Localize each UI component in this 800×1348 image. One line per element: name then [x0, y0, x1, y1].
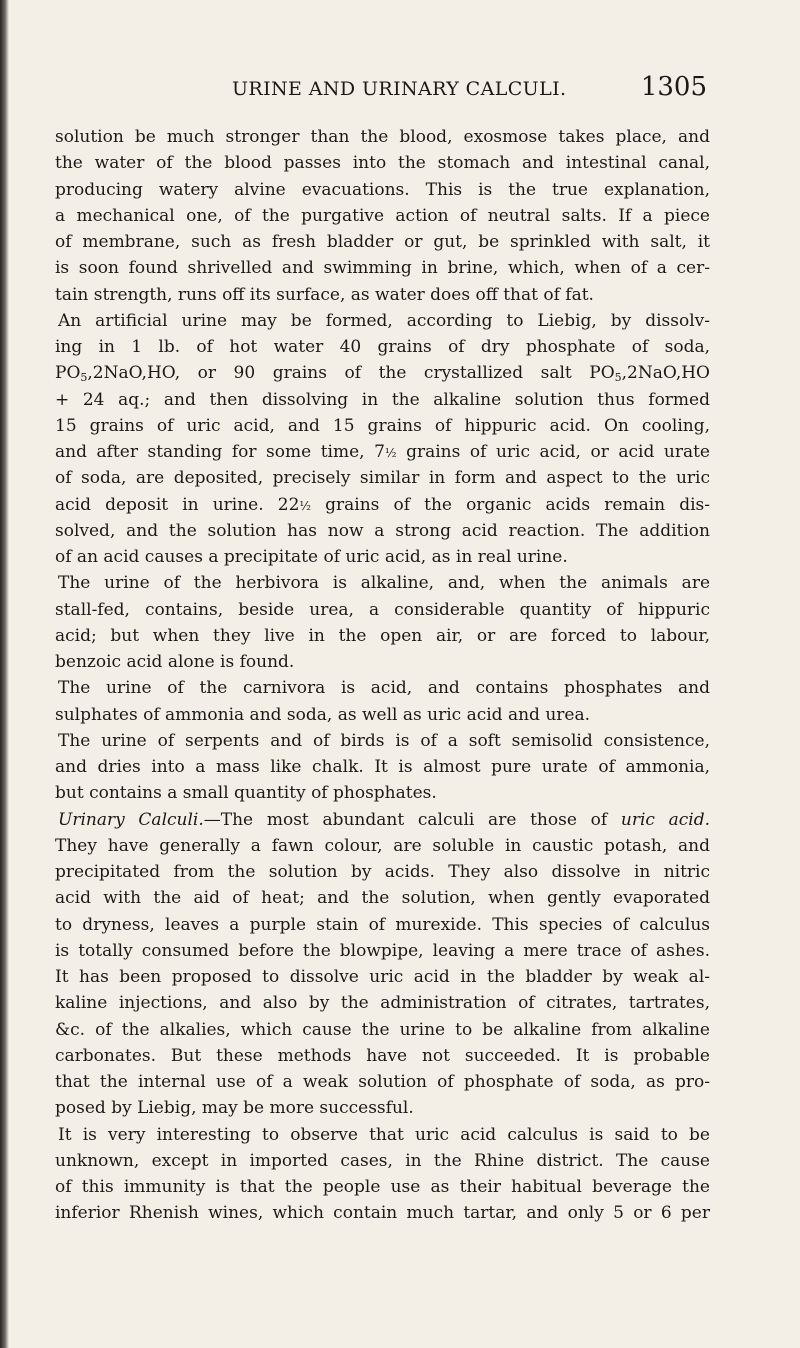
text-line: solution be much stronger than the blood, exosmose takes place, and [55, 127, 710, 147]
text-part: grains of the organic acids remain dis- [311, 494, 710, 515]
text-line: The urine of the herbivora is alkaline, and, when the animals are [58, 573, 710, 594]
subscript: 5 [614, 371, 622, 385]
text-part: and after standing for some time, 7 [55, 442, 385, 462]
text-line: that the internal use of a weak solution of phosphate of soda, as pro- [55, 1072, 710, 1092]
text-line: is soon found shrivelled and swimming in brine, which, when of a cer- [55, 258, 710, 279]
text-line: sulphates of ammonia and soda, as well as uric acid and urea. [55, 704, 590, 725]
text-line: of soda, are deposited, precisely similar in form and aspect to the uric [55, 468, 710, 489]
body-text [55, 124, 710, 1227]
text-line: unknown, except in imported cases, in the Rhine district. The cause [55, 1150, 710, 1171]
binding-edge-shadow [0, 0, 9, 1348]
text-line: solved, and the solution has now a strong acid reaction. The addition [55, 520, 710, 541]
text-line-fraction [55, 492, 710, 518]
text-line: stall-fed, contains, beside urea, a considerable quantity of hippuric [55, 599, 710, 620]
formula-part: PO [55, 363, 81, 384]
text-part: acid deposit in urine. 22 [55, 494, 300, 515]
text-line: producing watery alvine evacuations. This is the true explanation, [55, 179, 710, 200]
text-line: benzoic acid alone is found. [55, 652, 295, 672]
section-heading-line [55, 807, 710, 833]
text-line: It is very interesting to observe that uric acid calculus is said to be [58, 1124, 710, 1145]
subscript: 5 [80, 371, 88, 385]
text-line: kaline injections, and also by the administration of citrates, tartrates, [55, 993, 710, 1014]
text-line: the water of the blood passes into the stomach and intestinal canal, [55, 153, 710, 174]
text-line-fraction [55, 439, 710, 465]
text-line: They have generally a fawn colour, are soluble in caustic potash, and [55, 835, 710, 856]
text-line: &c. of the alkalies, which cause the urine to be alkaline from alkaline [55, 1019, 710, 1040]
emphasis: uric acid. [620, 809, 711, 830]
running-head [0, 72, 800, 112]
text-line: An artificial urine may be formed, according to Liebig, by dissolv- [58, 310, 710, 331]
text-line: posed by Liebig, may be more successful. [55, 1098, 414, 1119]
text-line: tain strength, runs off its surface, as water does off that of fat. [55, 284, 594, 305]
text-line-formula [55, 360, 710, 386]
text-line: of an acid causes a precipitate of uric acid, as in real urine. [55, 547, 568, 567]
text-line: It has been proposed to dissolve uric acid in the bladder by weak al- [55, 967, 710, 987]
text-line: inferior Rhenish wines, which contain much tartar, and only 5 or 6 per [55, 1203, 710, 1224]
text-line: of this immunity is that the people use as their habitual beverage the [55, 1177, 710, 1197]
text-line: acid; but when they live in the open air, or are forced to labour, [55, 625, 710, 646]
text-line: The urine of serpents and of birds is of a soft semisolid consistence, [58, 730, 710, 751]
text-line: of membrane, such as fresh bladder or gut, be sprinkled with salt, it [55, 232, 710, 252]
formula-part: ,2NaO,HO [621, 363, 710, 384]
text-line: 15 grains of uric acid, and 15 grains of hippuric acid. On cooling, [55, 415, 710, 436]
text-line: a mechanical one, of the purgative action of neutral salts. If a piece [55, 205, 710, 226]
running-head-title: URINE AND URINARY CALCULI. [232, 78, 567, 100]
text-line: to dryness, leaves a purple stain of murexide. This species of calculus [55, 914, 710, 935]
fraction: ½ [299, 498, 312, 513]
section-heading: Urinary Calculi. [58, 809, 204, 830]
text-line: and dries into a mass like chalk. It is almost pure urate of ammonia, [55, 757, 710, 777]
text-line: The urine of the carnivora is acid, and contains phosphates and [58, 678, 710, 699]
formula-part: ,2NaO,HO, or 90 grains of the crystallized salt PO [87, 363, 615, 384]
text-part: grains of uric acid, or acid urate [396, 442, 710, 462]
fraction: ½ [384, 446, 397, 460]
text-line: + 24 aq.; and then dissolving in the alkaline solution thus formed [55, 389, 710, 410]
text-line: acid with the aid of heat; and the solution, when gently evaporated [55, 888, 710, 909]
page-number: 1305 [640, 72, 707, 102]
text-line: but contains a small quantity of phosphates. [55, 783, 437, 804]
text-line: is totally consumed before the blowpipe, leaving a mere trace of ashes. [55, 940, 710, 961]
text-line: precipitated from the solution by acids. They also dissolve in nitric [55, 862, 710, 882]
text-part: —The most abundant calculi are those of [203, 809, 621, 830]
text-line: ing in 1 lb. of hot water 40 grains of dry phosphate of soda, [55, 337, 710, 357]
text-line: carbonates. But these methods have not succeeded. It is probable [55, 1045, 710, 1066]
